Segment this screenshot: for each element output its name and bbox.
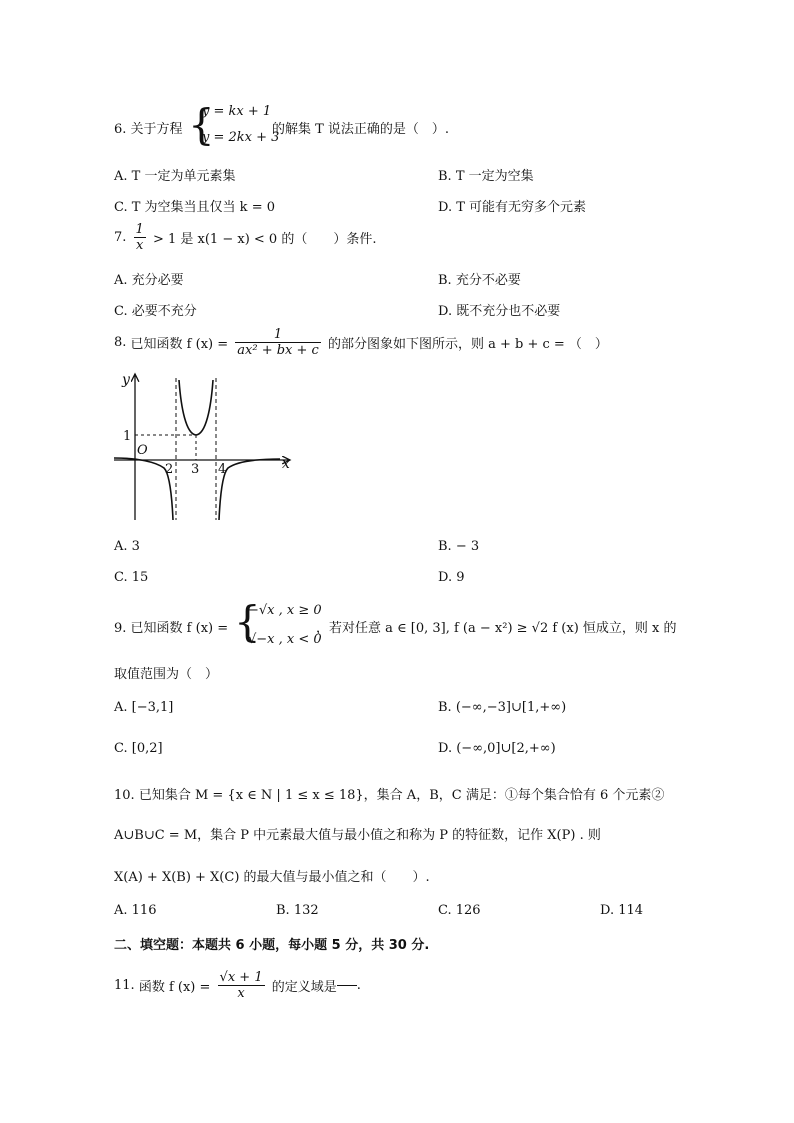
q7-option-b: B. 充分不必要	[438, 273, 521, 288]
q11-fraction	[218, 970, 265, 1001]
q11-stem	[114, 970, 361, 1001]
q10-option-a: A. 116	[114, 903, 157, 918]
q8-frac-numerator: 1	[235, 327, 321, 343]
q7-option-d: D. 既不充分也不必要	[438, 304, 561, 319]
q10-line1: 已知集合 M = {x ∈ N | 1 ≤ x ≤ 18}，集合 A，B，C 满足：①每个集合恰有 6 个元素②	[138, 788, 665, 803]
q7-option-a: A. 充分必要	[114, 273, 184, 288]
q10-line3: X(A) + X(B) + X(C) 的最大值与最小值之和（ ）.	[114, 870, 430, 885]
q10-option-d: D. 114	[600, 903, 644, 918]
q11-number: 11.	[114, 978, 135, 993]
curve-middle	[179, 380, 213, 435]
q9-suffix: ，若对任意 a ∈ [0, 3], f (a − x²) ≥ √2 f (x) 恒成立，则 x 的	[316, 621, 677, 636]
q8-option-b: B. − 3	[438, 539, 480, 554]
graph-y-label: y	[122, 372, 130, 388]
q6-prefix: 关于方程	[130, 122, 183, 137]
q9-brace: {	[234, 597, 261, 646]
q7-stem	[114, 222, 376, 253]
q9-option-c: C. [0,2]	[114, 741, 163, 756]
q9-stem	[114, 617, 228, 636]
q7-fraction	[134, 222, 146, 253]
graph-tick-3: 3	[191, 462, 200, 477]
q10-line2: A∪B∪C = M，集合 P 中元素最大值与最小值之和称为 P 的特征数，记作 X(P) . 则	[114, 828, 601, 843]
q8-option-a: A. 3	[114, 539, 140, 554]
q11-end: .	[356, 978, 361, 993]
q11-suffix: 的定义域是	[271, 980, 337, 995]
q10-number: 10.	[114, 788, 135, 803]
q6-eq1: y = kx + 1	[202, 104, 272, 119]
q6-option-d: D. T 可能有无穷多个元素	[438, 200, 587, 215]
q8-function-graph	[108, 368, 308, 528]
q6-brace: {	[188, 100, 215, 149]
q11-answer-blank[interactable]	[337, 985, 357, 986]
q6-stem	[114, 118, 183, 137]
q6-option-b: B. T 一定为空集	[438, 169, 534, 184]
q11-frac-denominator: x	[237, 986, 245, 1001]
q7-number: 7.	[114, 230, 127, 245]
q10-option-c: C. 126	[438, 903, 481, 918]
q6-eq2: y = 2kx + 3	[202, 130, 280, 145]
q8-fraction	[235, 327, 321, 358]
q9-line2: 取值范围为（ ）	[114, 667, 219, 682]
q9-case2: √−x , x < 0	[248, 632, 322, 647]
q9-number: 9.	[114, 621, 127, 636]
curve-right	[219, 459, 280, 520]
graph-x-label: x	[282, 456, 290, 472]
q8-number: 8.	[114, 335, 127, 350]
q7-frac-denominator: x	[136, 238, 144, 253]
q8-prefix: 已知函数 f (x) =	[130, 337, 229, 352]
graph-tick-4: 4	[218, 462, 227, 477]
graph-tick-1: 1	[123, 429, 132, 444]
q9-option-b: B. (−∞,−3]∪[1,+∞)	[438, 700, 567, 715]
q8-option-c: C. 15	[114, 570, 149, 585]
q7-option-c: C. 必要不充分	[114, 304, 197, 319]
q9-option-d: D. (−∞,0]∪[2,+∞)	[438, 741, 556, 756]
q9-prefix: 已知函数 f (x) =	[130, 621, 229, 636]
graph-tick-2: 2	[165, 462, 174, 477]
q9-option-a: A. [−3,1]	[114, 700, 174, 715]
q6-number: 6.	[114, 122, 127, 137]
q11-frac-numerator: √x + 1	[219, 970, 263, 985]
q8-stem	[114, 327, 608, 358]
q10-option-b: B. 132	[276, 903, 319, 918]
q6-option-a: A. T 一定为单元素集	[114, 169, 236, 184]
graph-origin-label: O	[137, 443, 148, 458]
section-heading-fill-in: 二、填空题：本题共 6 小题，每小题 5 分，共 30 分.	[114, 938, 430, 953]
q10-stem-line1	[114, 784, 664, 803]
q11-prefix: 函数 f (x) =	[138, 980, 211, 995]
q9-case1: −√x , x ≥ 0	[248, 603, 322, 618]
q7-text: > 1 是 x(1 − x) < 0 的（ ）条件.	[152, 232, 377, 247]
q8-suffix: 的部分图象如下图所示，则 a + b + c = （ ）	[327, 337, 608, 352]
q7-frac-numerator: 1	[135, 222, 144, 237]
q8-option-d: D. 9	[438, 570, 465, 585]
q6-option-c: C. T 为空集当且仅当 k = 0	[114, 200, 275, 215]
q8-frac-denominator: ax² + bx + c	[237, 343, 319, 358]
q6-suffix: 的解集 T 说法正确的是（ ）.	[272, 122, 450, 137]
